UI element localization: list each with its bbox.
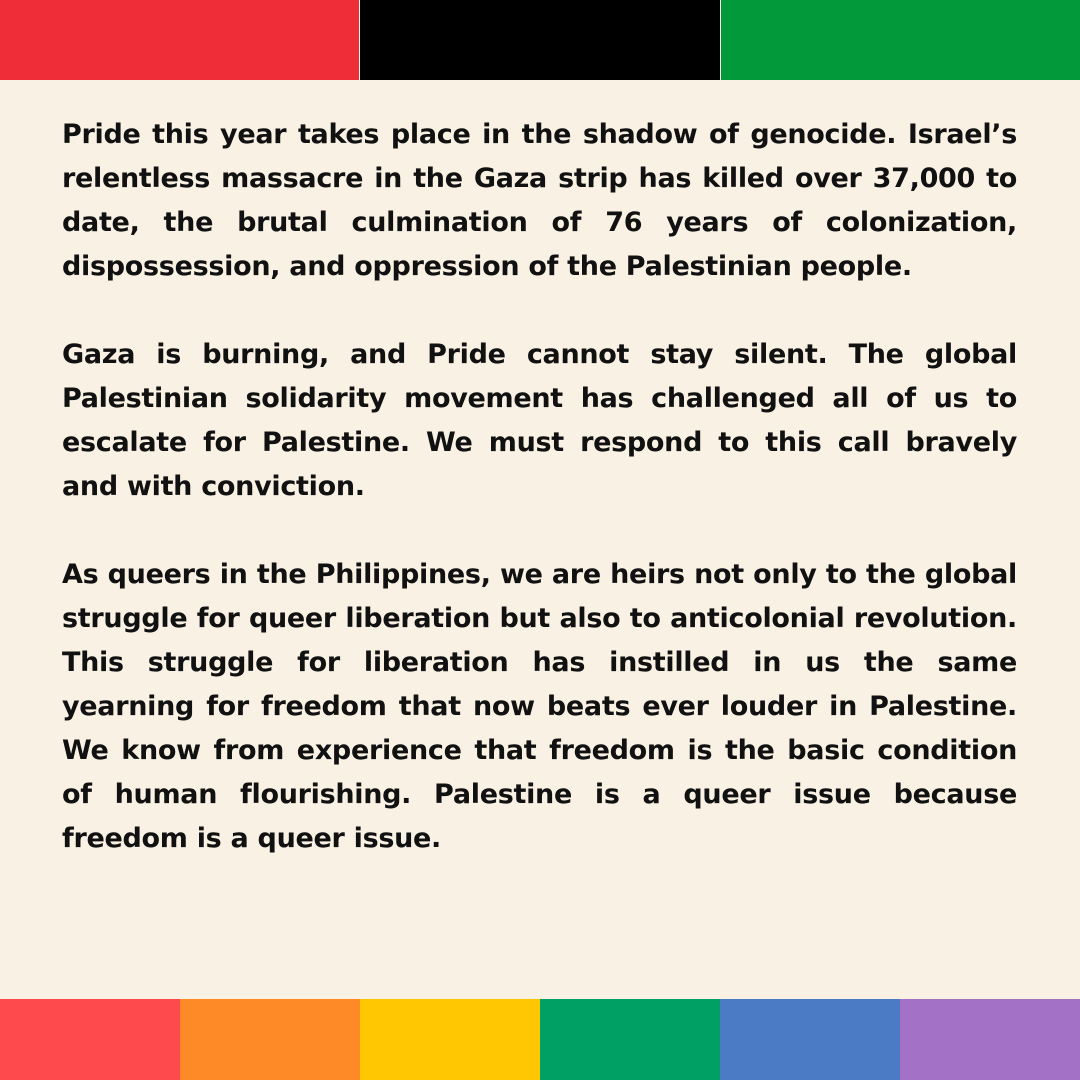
green-stripe [720,0,1080,80]
statement-text [62,113,1017,861]
rainbow-color-bar [0,999,1080,1080]
paragraph-3: As queers in the Philippines, we are heirs not only to the global struggle for queer liberation but also to anticolonial revolution. This struggle for liberation has instilled in us the same yearning for freedom that now beats ever louder in Palestine. We know from experience that freedom is the basic condition of human flourishing. Palestine is a queer issue because freedom is a queer issue. [62,559,1017,854]
rainbow-blue-stripe [720,999,900,1080]
red-stripe [0,0,359,80]
rainbow-orange-stripe [180,999,360,1080]
black-stripe [359,0,719,80]
palestine-flag-color-bar [0,0,1080,80]
rainbow-red-stripe [0,999,180,1080]
paragraph-2: Gaza is burning, and Pride cannot stay silent. The global Palestinian solidarity movement has challenged all of us to escalate for Palestine. We must respond to this call bravely and with conviction. [62,339,1017,502]
rainbow-purple-stripe [900,999,1080,1080]
rainbow-green-stripe [540,999,720,1080]
rainbow-yellow-stripe [360,999,540,1080]
paragraph-1: Pride this year takes place in the shadow of genocide. Israel’s relentless massacre in the Gaza strip has killed over 37,000 to date, the brutal culmination of 76 years of colonization, dispossession, and oppression of the Palestinian people. [62,119,1017,282]
